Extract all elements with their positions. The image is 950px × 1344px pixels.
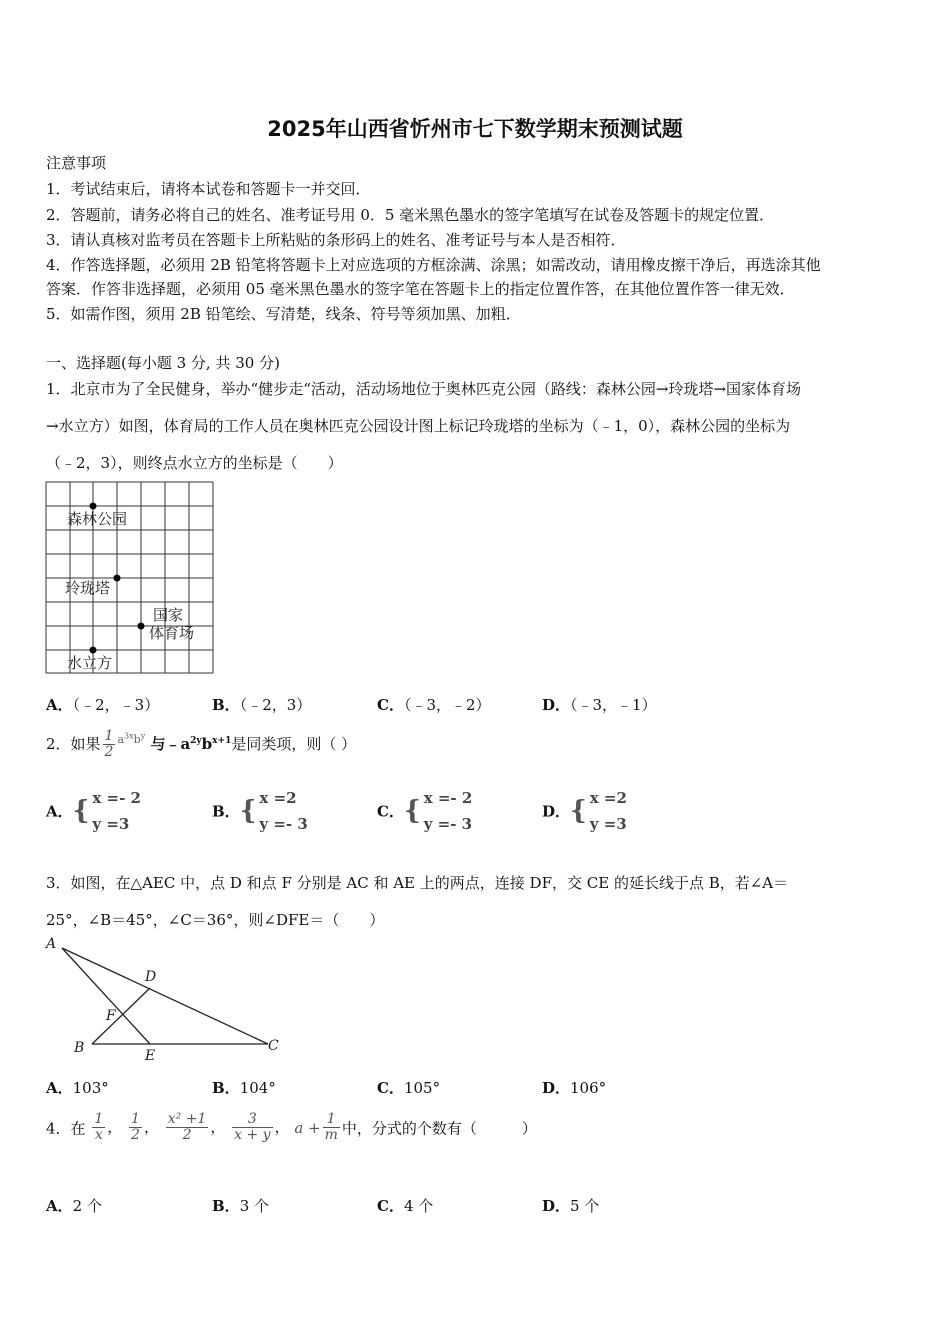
notice-item: 2．答题前，请务必将自己的姓名、准考证号用 0．5 毫米黑色墨水的签字笔填写在试卷及答题卡的规定位置．	[46, 206, 775, 224]
q4-fraction: $\frac{\text{x² +1}}{2}$	[167, 1111, 207, 1144]
water-cube-label: 水立方	[67, 654, 113, 672]
notice-item: 5．如需作图，须用 2B 铅笔绘、写清楚，线条、符号等须加黑、加粗．	[46, 305, 521, 323]
q4-option-d[interactable]: D．5 个	[542, 1197, 600, 1215]
q2-option-c[interactable]: C．{ x =- 2 y =- 3	[377, 789, 473, 833]
stadium-label: 体育场	[149, 624, 195, 642]
point-b-label: B	[74, 1040, 85, 1056]
q1-option-b[interactable]: B．（﹣2，3）	[212, 696, 312, 714]
point-f-label: F	[106, 1008, 116, 1024]
q3-option-a[interactable]: A．103°	[46, 1079, 109, 1097]
q4-option-b[interactable]: B．3 个	[212, 1197, 269, 1215]
q3-text: 25°，∠B＝45°，∠C＝36°，则∠DFE＝（ ）	[46, 911, 385, 929]
q1-option-a[interactable]: A．（﹣2，﹣3）	[46, 696, 160, 714]
q3-option-b[interactable]: B．104°	[212, 1079, 276, 1097]
notice-item: 4．作答选择题，必须用 2B 铅笔将答题卡上对应选项的方框涂满、涂黑；如需改动，请用橡皮擦干净后，再选涂其他	[46, 256, 821, 274]
q2-option-d[interactable]: D．{ x =2 y =3	[542, 789, 627, 833]
forest-park-point	[90, 503, 97, 510]
segment-ac	[62, 948, 268, 1044]
notice-item: 3．请认真核对监考员在答题卡上所粘贴的条形码上的姓名、准考证号与本人是否相符．	[46, 231, 626, 249]
page-title: 2025年山西省忻州市七下数学期末预测试题	[267, 117, 683, 141]
q4-option-c[interactable]: C．4 个	[377, 1197, 434, 1215]
q2-suffix: 是同类项，则（ ）	[231, 734, 357, 753]
q1-text: （﹣2，3），则终点水立方的坐标是（ ）	[46, 454, 343, 472]
q4-fraction: $\frac{1}{m}$	[324, 1111, 338, 1144]
stadium-point	[138, 623, 145, 630]
q4-fraction: $\frac{1}{2}$	[131, 1111, 140, 1144]
q1-map-grid	[45, 481, 215, 675]
notice-item: 1．考试结束后，请将本试卷和答题卡一并交回．	[46, 180, 371, 198]
tower-label: 玲珑塔	[65, 579, 111, 597]
q2-option-b[interactable]: B．{ x =2 y =- 3	[212, 789, 308, 833]
q3-triangle-figure	[44, 936, 289, 1064]
segment-bd	[92, 988, 150, 1044]
q3-option-d[interactable]: D．106°	[542, 1079, 607, 1097]
q1-text: →水立方）如图，体育局的工作人员在奥林匹克公园设计图上标记玲珑塔的坐标为（﹣1，0），森林公园的坐标为	[46, 417, 791, 435]
point-a-label: A	[46, 936, 57, 952]
q4-option-a[interactable]: A．2 个	[46, 1197, 102, 1215]
q3-option-c[interactable]: C．105°	[377, 1079, 441, 1097]
notice-heading: 注意事项	[46, 154, 107, 172]
section-heading: 一、选择题(每小题 3 分, 共 30 分)	[46, 354, 280, 372]
q1-option-d[interactable]: D．（﹣3，﹣1）	[542, 696, 657, 714]
q2-prefix: 2．如果	[46, 734, 101, 753]
water-cube-point	[90, 647, 97, 654]
q4-text: 4．在 $\frac{1}{x}$ ， $\frac{1}{2}$ ， $\frac{\text{x² +1}}{2}$ ， $\frac{3}{x + y}$ ， a + $\frac{1}{m}$ 中，分式的个数有（ ）	[46, 1111, 537, 1144]
point-e-label: E	[145, 1048, 156, 1064]
q2-fraction: $\frac{1}{2}$	[104, 728, 114, 761]
q4-fraction: $\frac{3}{x + y}$	[234, 1111, 271, 1144]
notice-item: 答案．作答非选择题，必须用 05 毫米黑色墨水的签字笔在答题卡上的指定位置作答，在其他位置作答一律无效．	[46, 280, 795, 298]
q4-fraction: $\frac{1}{x}$	[94, 1111, 104, 1144]
q2-term: 与﹣a	[145, 734, 191, 753]
stadium-label: 国家	[153, 606, 184, 624]
forest-park-label: 森林公园	[67, 510, 128, 528]
q2-option-a[interactable]: A．{ x =- 2 y =3	[46, 789, 141, 833]
q1-option-c[interactable]: C．（﹣3，﹣2）	[377, 696, 491, 714]
q1-text: 1．北京市为了全民健身，举办“健步走“活动，活动场地位于奥林匹克公园（路线：森林公园→玲珑塔→国家体育场	[46, 380, 802, 398]
point-c-label: C	[268, 1038, 279, 1054]
q3-text: 3．如图，在△AEC 中，点 D 和点 F 分别是 AC 和 AE 上的两点，连接 DF，交 CE 的延长线于点 B，若∠A＝	[46, 874, 789, 892]
point-d-label: D	[145, 969, 157, 985]
q2-text: 2．如果 $\frac{1}{2}$ $^{a^{3x}b^y}$ 与$﹣a^{2y}b^{x+1}$是同类项，则（ ）	[46, 728, 357, 761]
tower-point	[114, 575, 121, 582]
